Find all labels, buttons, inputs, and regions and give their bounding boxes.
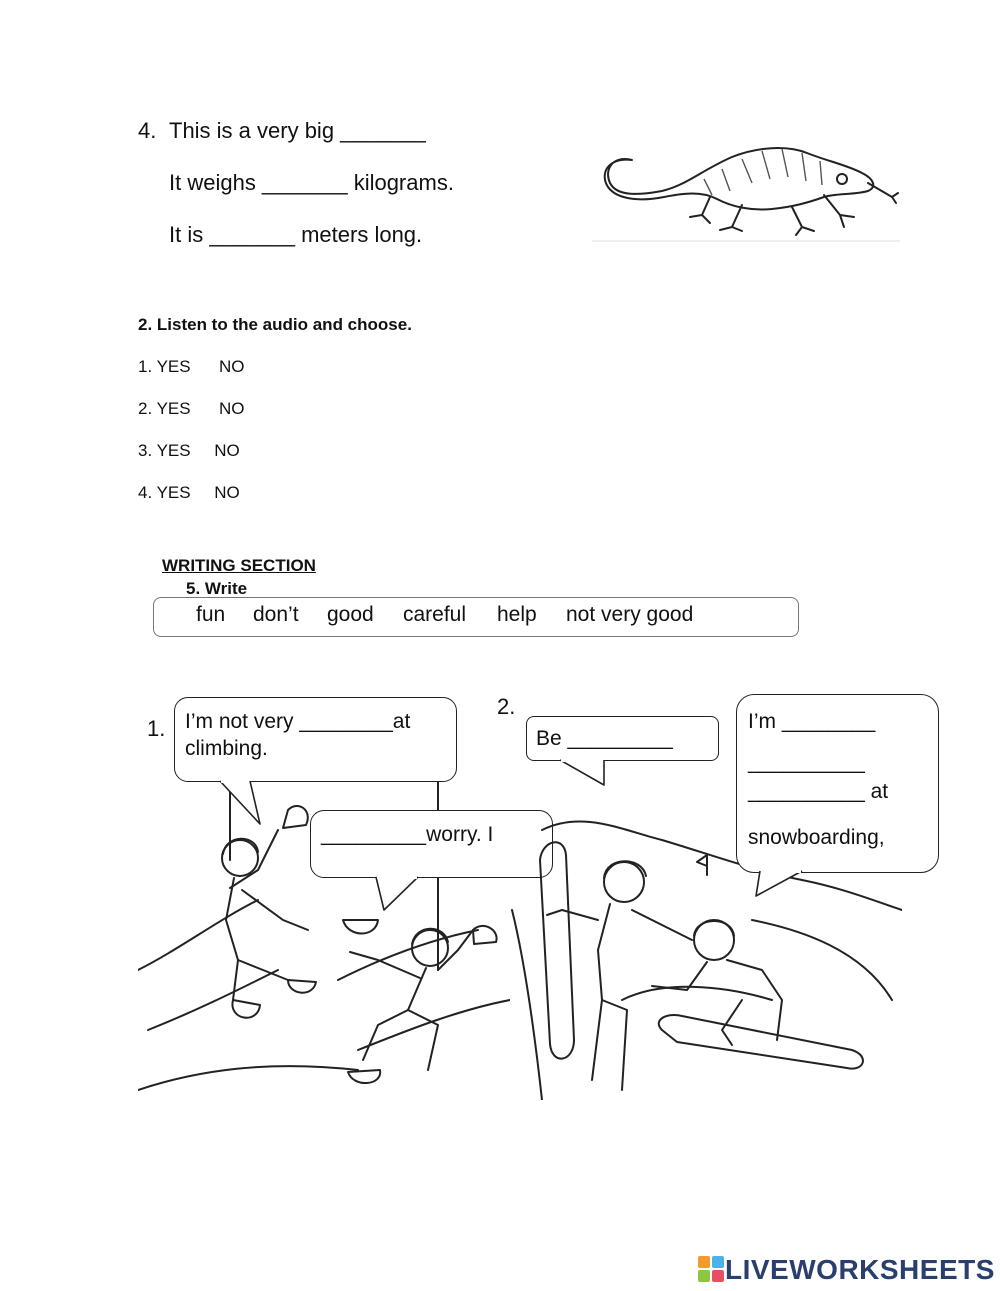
word-dont: don’t bbox=[253, 603, 299, 626]
speech-bubble-2a bbox=[526, 716, 719, 761]
bubble-1a-line-1[interactable]: I’m not very ________at bbox=[185, 710, 411, 733]
liveworksheets-logo-icon bbox=[698, 1256, 724, 1282]
scene-2-number: 2. bbox=[497, 694, 516, 719]
bubble-2b-tail bbox=[752, 870, 822, 900]
bubble-1b-tail bbox=[370, 876, 430, 916]
bubble-1a-tail bbox=[212, 780, 272, 830]
question-number: 4. bbox=[138, 118, 157, 143]
bubble-2b-line-3[interactable]: __________ at bbox=[748, 780, 889, 804]
lizard-illustration bbox=[592, 135, 902, 245]
sentence-2: It weighs _______ kilograms. bbox=[169, 170, 454, 195]
speech-bubble-2b bbox=[736, 694, 939, 873]
word-not-very-good: not very good bbox=[566, 603, 694, 626]
scene-1-number: 1. bbox=[147, 716, 166, 741]
listen-item-3[interactable]: 3. YES NO bbox=[138, 441, 240, 460]
brand-name: LIVEWORKSHEETS bbox=[725, 1254, 995, 1285]
writing-heading: WRITING SECTION bbox=[162, 556, 316, 575]
word-good: good bbox=[327, 603, 374, 626]
speech-bubble-1a bbox=[174, 697, 457, 782]
bubble-2a-line-1[interactable]: Be _________ bbox=[536, 727, 673, 750]
word-fun: fun bbox=[196, 603, 226, 626]
bubble-2b-line-2[interactable]: __________ bbox=[748, 751, 865, 775]
bubble-2b-line-1[interactable]: I’m ________ bbox=[748, 710, 876, 733]
listen-item-2[interactable]: 2. YES NO bbox=[138, 399, 245, 418]
listen-item-1[interactable]: 1. YES NO bbox=[138, 357, 245, 376]
bubble-2b-line-4[interactable]: snowboarding, bbox=[748, 825, 885, 849]
word-careful: careful bbox=[403, 603, 467, 626]
listen-item-4[interactable]: 4. YES NO bbox=[138, 483, 240, 502]
writing-subheading: 5. Write bbox=[186, 579, 248, 598]
listen-heading: 2. Listen to the audio and choose. bbox=[138, 315, 412, 334]
bubble-1a-line-2[interactable]: climbing. bbox=[185, 737, 268, 761]
bubble-2a-tail bbox=[556, 759, 616, 789]
sentence-1: This is a very big _______ bbox=[169, 118, 426, 143]
word-bank bbox=[153, 597, 799, 637]
bubble-1b-line-1[interactable]: _________worry. I bbox=[321, 823, 494, 846]
sentence-3: It is _______ meters long. bbox=[169, 222, 423, 247]
word-help: help bbox=[497, 603, 537, 626]
